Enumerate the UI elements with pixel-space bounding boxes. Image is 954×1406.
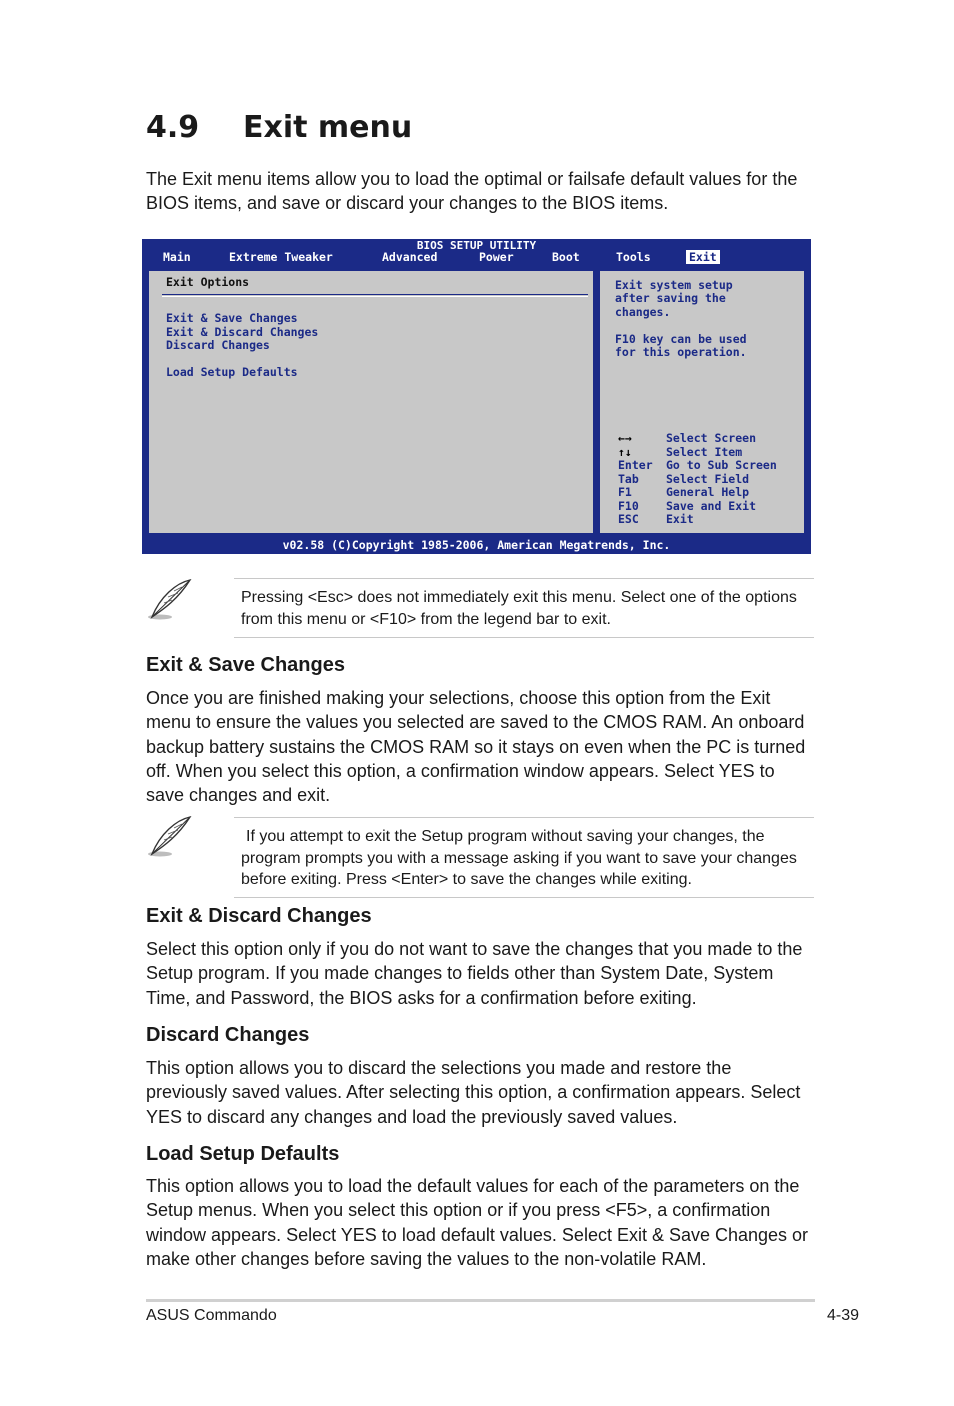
section-heading: Exit & Save Changes — [146, 654, 345, 676]
page-title — [146, 110, 412, 145]
bios-legend-key: Tab — [618, 472, 639, 486]
bios-menu-boot: Boot — [552, 250, 580, 264]
section-paragraph: This option allows you to load the default values for each of the parameters on the Setup menus. When you select this option or if you press <F5>, a confirmation window appears. Select YES to load default values. Select Exit & Save Changes or make other changes before saving the values to the non-volatile RAM. — [146, 1176, 809, 1269]
bios-help-line: Exit system setup — [615, 278, 733, 292]
bios-legend-key: F10 — [618, 499, 639, 513]
up-down-arrows-icon: ↑↓ — [618, 445, 632, 459]
bios-legend-key: ESC — [618, 512, 639, 526]
feather-pen-icon — [146, 814, 196, 860]
footer-rule — [146, 1299, 815, 1302]
bios-menu-exit: Exit — [686, 250, 720, 264]
bios-legend-desc: Exit — [666, 512, 694, 526]
bios-help-line: after saving the — [615, 291, 726, 305]
bios-item-discard: Discard Changes — [166, 338, 270, 352]
intro-paragraph: The Exit menu items allow you to load the optimal or failsafe default values for the BIOS items, and save or discard your changes to the BIOS items. — [146, 169, 798, 214]
bios-screenshot — [142, 239, 811, 554]
footer-product: ASUS Commando — [146, 1307, 277, 1324]
bios-footer: v02.58 (C)Copyright 1985-2006, American Megatrends, Inc. — [142, 537, 811, 554]
bios-legend-desc: Go to Sub Screen — [666, 458, 777, 472]
note-text: If you attempt to exit the Setup program without saving your changes, the program prompts you with a message asking if you want to save your changes before exiting. Press <Enter> to save the changes while exiting. — [241, 828, 797, 888]
bios-legend-desc: General Help — [666, 485, 750, 499]
feather-pen-icon — [146, 577, 196, 623]
note-rule — [234, 578, 814, 579]
note-rule — [234, 637, 814, 638]
bios-divider — [162, 294, 588, 295]
bios-legend-key: F1 — [618, 485, 632, 499]
bios-menu-tools: Tools — [616, 250, 651, 264]
bios-title: BIOS SETUP UTILITY — [416, 239, 537, 252]
left-right-arrows-icon: ←→ — [618, 431, 632, 445]
bios-menu-advanced: Advanced — [382, 250, 438, 264]
bios-legend-desc: Select Item — [666, 445, 743, 459]
note-rule — [234, 897, 814, 898]
bios-divider-highlight — [162, 296, 588, 297]
bios-item-load-defaults: Load Setup Defaults — [166, 365, 298, 379]
bios-item-exit-save: Exit & Save Changes — [166, 311, 298, 325]
section-heading: Load Setup Defaults — [146, 1143, 340, 1165]
bios-item-exit-discard: Exit & Discard Changes — [166, 325, 319, 339]
section-paragraph: This option allows you to discard the selections you made and restore the previously saved values. After selecting this option, a confirmation appears. Select YES to discard any changes and load the previously saved values. — [146, 1058, 801, 1127]
bios-menu-main: Main — [163, 250, 191, 264]
note-rule — [234, 817, 814, 818]
bios-help-line: for this operation. — [615, 345, 747, 359]
section-paragraph: Select this option only if you do not want to save the changes that you made to the Setup program. If you made changes to fields other than System Date, System Time, and Password, the BIOS asks for a confirmation before exiting. — [146, 939, 803, 1008]
bios-help-line: changes. — [615, 305, 671, 319]
bios-legend-desc: Select Field — [666, 472, 750, 486]
page-number: 4-39 — [826, 1307, 859, 1324]
section-title: Exit menu — [243, 110, 413, 145]
bios-legend-desc: Select Screen — [666, 431, 757, 445]
bios-menu-extreme-tweaker: Extreme Tweaker — [229, 250, 333, 264]
bios-panel-header: Exit Options — [166, 275, 250, 289]
bios-legend-key: Enter — [618, 458, 653, 472]
section-heading: Discard Changes — [146, 1024, 310, 1046]
section-number: 4.9 — [146, 110, 200, 145]
bios-legend-desc: Save and Exit — [666, 499, 757, 513]
section-heading: Exit & Discard Changes — [146, 905, 372, 927]
bios-help-line: F10 key can be used — [615, 332, 747, 346]
section-paragraph: Once you are finished making your selections, choose this option from the Exit menu to ensure the values you selected are saved to the CMOS RAM. An onboard backup battery sustains the CMOS RAM so it stays on even when the PC is turned off. When you select this option, a confirmation window appears. Select YES to save changes and exit. — [146, 688, 806, 806]
bios-menu-power: Power — [479, 250, 514, 264]
note-text: Pressing <Esc> does not immediately exit this menu. Select one of the options from this menu or <F10> from the legend bar to exit. — [241, 589, 797, 628]
